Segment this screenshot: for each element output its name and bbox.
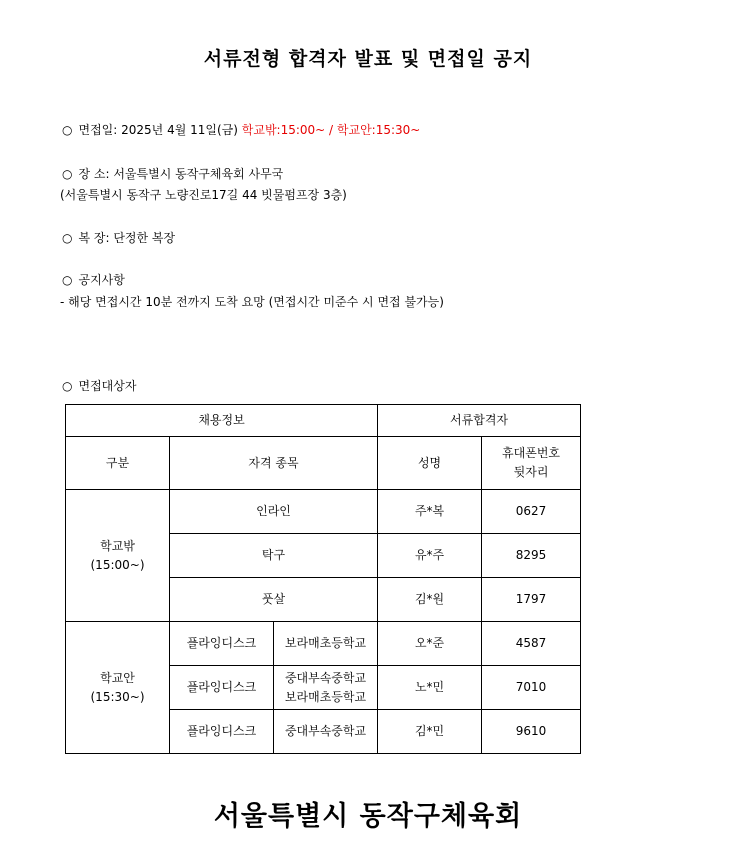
dress-line (62, 229, 175, 246)
school-line: 중대부속중학교 (284, 670, 367, 685)
school-cell (274, 666, 378, 710)
notice-label: 공지사항 (78, 273, 125, 287)
bullet-circle-icon: ○ (62, 167, 73, 181)
header-recruit-info: 채용정보 (66, 405, 378, 437)
category-label: 학교안 (100, 670, 135, 685)
phone-cell: 0627 (482, 490, 581, 534)
targets-line (62, 377, 136, 394)
phone-cell: 1797 (482, 578, 581, 622)
phone-cell: 9610 (482, 710, 581, 754)
dress-label: 복 장: 단정한 복장 (78, 231, 176, 245)
notice-detail: - 해당 면접시간 10분 전까지 도착 요망 (면접시간 미준수 시 면접 불가능) (60, 295, 444, 309)
interview-roster-table (65, 404, 581, 754)
name-cell: 주*복 (378, 490, 482, 534)
header-name: 성명 (378, 437, 482, 490)
phone-cell: 7010 (482, 666, 581, 710)
category-cell-out (66, 490, 170, 622)
event-cell: 탁구 (170, 534, 378, 578)
name-cell: 노*민 (378, 666, 482, 710)
notice-title: 서류전형 합격자 발표 및 면접일 공지 (203, 48, 533, 70)
name-cell: 김*민 (378, 710, 482, 754)
event-cell: 풋살 (170, 578, 378, 622)
phone-cell: 8295 (482, 534, 581, 578)
name-cell: 김*원 (378, 578, 482, 622)
place-label: 장 소: 서울특별시 동작구체육회 사무국 (78, 167, 284, 181)
bullet-circle-icon: ○ (62, 379, 73, 393)
header-phone-line2: 뒷자리 (513, 465, 549, 479)
header-phone-line1: 휴대폰번호 (502, 446, 561, 460)
name-cell: 오*준 (378, 622, 482, 666)
school-cell: 중대부속중학교 (274, 710, 378, 754)
bullet-circle-icon: ○ (62, 273, 73, 287)
category-time: (15:00~) (90, 557, 145, 572)
phone-cell: 4587 (482, 622, 581, 666)
school-cell: 보라매초등학교 (274, 622, 378, 666)
category-label: 학교밖 (100, 538, 135, 553)
table-column-header-row (66, 437, 581, 490)
name-cell: 유*주 (378, 534, 482, 578)
table-row (66, 490, 581, 534)
organization-signature: 서울특별시 동작구체육회 (213, 801, 523, 832)
interview-times: 학교밖:15:00~ / 학교안:15:30~ (241, 123, 421, 137)
targets-label: 면접대상자 (78, 379, 137, 393)
event-cell: 플라잉디스크 (170, 710, 274, 754)
table-group-header-row (66, 405, 581, 437)
header-doc-passers: 서류합격자 (378, 405, 581, 437)
category-time: (15:30~) (90, 689, 145, 704)
table-row (66, 622, 581, 666)
event-cell: 플라잉디스크 (170, 666, 274, 710)
event-cell: 인라인 (170, 490, 378, 534)
school-line: 보라매초등학교 (284, 689, 367, 704)
category-cell-in (66, 622, 170, 754)
notice-line (62, 271, 125, 288)
place-line (62, 165, 283, 182)
place-address: (서울특별시 동작구 노량진로17길 44 빗물펌프장 3층) (60, 188, 347, 202)
bullet-circle-icon: ○ (62, 231, 73, 245)
interview-date-label: 면접일: 2025년 4월 11일(금) (78, 123, 238, 137)
header-phone (482, 437, 581, 490)
bullet-circle-icon: ○ (62, 123, 73, 137)
header-category: 구분 (66, 437, 170, 490)
interview-date-line (62, 121, 420, 138)
event-cell: 플라잉디스크 (170, 622, 274, 666)
header-event: 자격 종목 (170, 437, 378, 490)
